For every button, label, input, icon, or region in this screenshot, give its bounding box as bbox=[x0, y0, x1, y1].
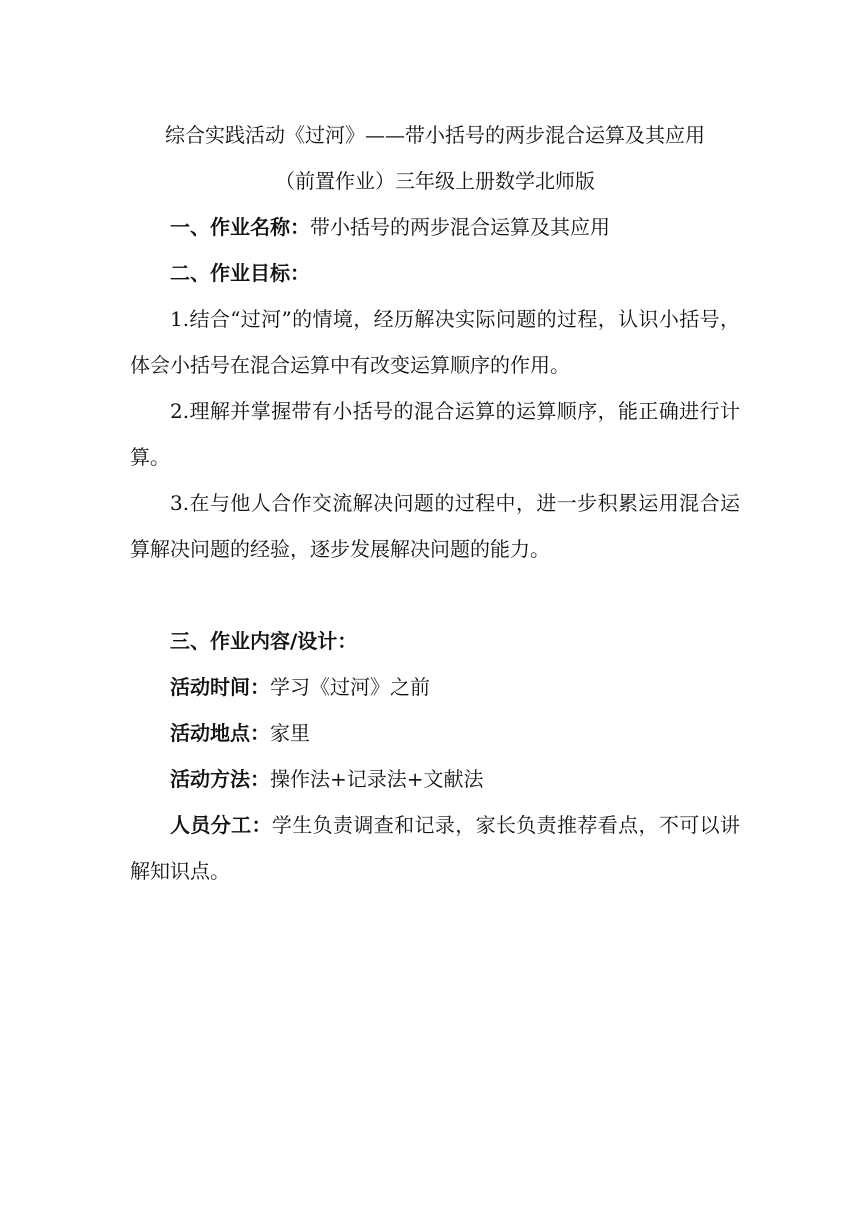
goal-item-3: 3.在与他人合作交流解决问题的过程中，进一步积累运用混合运算解决问题的经验，逐步发展解决问题的能力。 bbox=[130, 491, 740, 561]
activity-place bbox=[130, 710, 740, 756]
activity-time-value: 学习《过河》之前 bbox=[270, 675, 430, 699]
section-homework-goals-heading: 二、作业目标： bbox=[170, 261, 310, 285]
document-subtitle: （前置作业）三年级上册数学北师版 bbox=[275, 169, 595, 193]
activity-method-label: 活动方法： bbox=[170, 767, 270, 791]
staff-division bbox=[130, 802, 740, 894]
activity-time bbox=[130, 664, 740, 710]
activity-method-value: 操作法+记录法+文献法 bbox=[270, 767, 484, 791]
activity-place-label: 活动地点： bbox=[170, 721, 270, 745]
blank-line bbox=[130, 572, 740, 618]
activity-place-value: 家里 bbox=[270, 721, 310, 745]
goal-item-1: 1.结合“过河”的情境，经历解决实际问题的过程，认识小括号，体会小括号在混合运算中有改变运算顺序的作用。 bbox=[130, 307, 740, 377]
activity-method bbox=[130, 756, 740, 802]
activity-time-label: 活动时间： bbox=[170, 675, 270, 699]
section-homework-name bbox=[130, 204, 740, 250]
section-homework-content-heading: 三、作业内容/设计： bbox=[170, 629, 358, 653]
staff-division-value: 学生负责调查和记录，家长负责推荐看点，不可以讲解知识点。 bbox=[130, 813, 741, 883]
staff-division-label: 人员分工： bbox=[170, 813, 272, 837]
section-homework-name-label: 一、作业名称： bbox=[170, 215, 310, 239]
document-title: 综合实践活动《过河》——带小括号的两步混合运算及其应用 bbox=[165, 123, 705, 147]
goal-item-2: 2.理解并掌握带有小括号的混合运算的运算顺序，能正确进行计算。 bbox=[130, 399, 740, 469]
document-body bbox=[130, 112, 740, 894]
section-homework-name-value: 带小括号的两步混合运算及其应用 bbox=[310, 215, 610, 239]
